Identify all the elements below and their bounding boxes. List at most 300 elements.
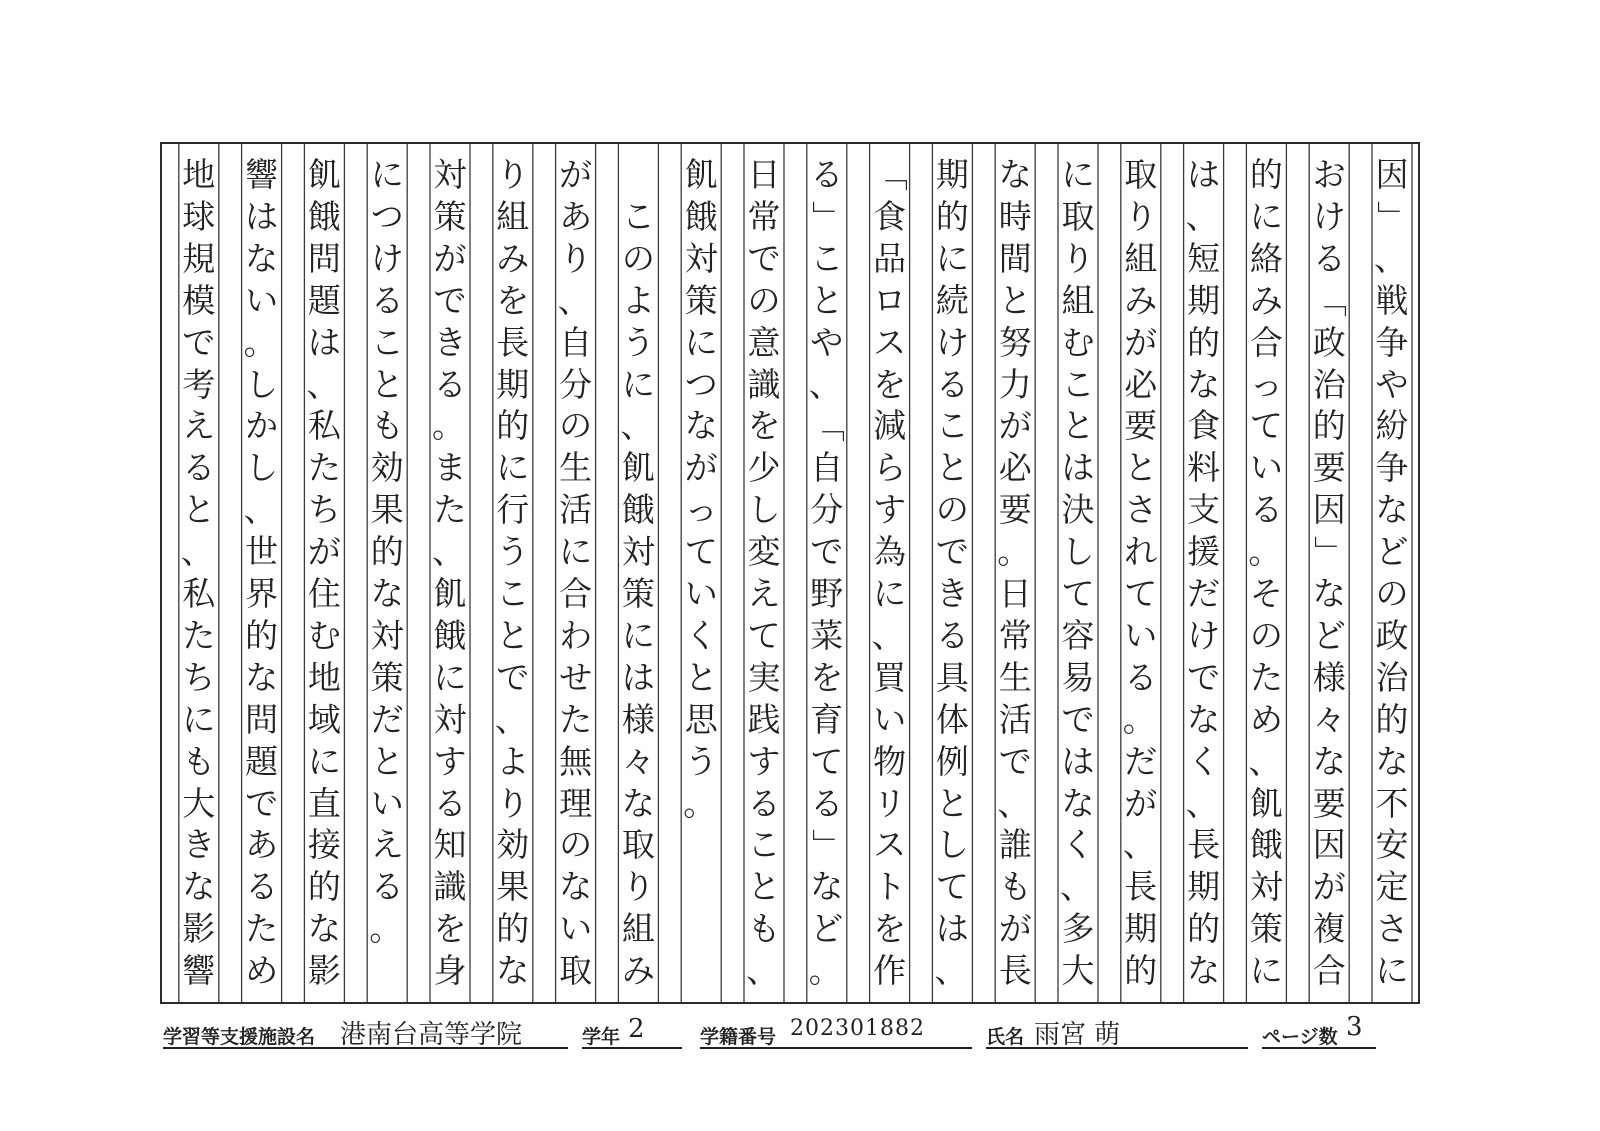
manuscript-char: 。	[683, 783, 717, 823]
manuscript-char: 。	[432, 406, 465, 446]
manuscript-char: 期	[935, 155, 969, 194]
manuscript-char: 」	[807, 828, 847, 862]
manuscript-char: が	[1312, 867, 1346, 907]
name-value: 雨宮 萌	[1034, 1020, 1121, 1050]
manuscript-char: る	[935, 615, 969, 655]
manuscript-char: な	[1187, 951, 1221, 991]
manuscript-char: に	[496, 448, 530, 488]
manuscript-char: り	[496, 783, 530, 823]
manuscript-char: け	[1187, 615, 1221, 655]
manuscript-char: が	[307, 532, 341, 572]
manuscript-char: し	[245, 448, 279, 488]
manuscript-char: る	[433, 364, 467, 404]
manuscript-char: ど	[1312, 615, 1346, 655]
manuscript-char: そ	[1249, 574, 1283, 613]
manuscript-char: も	[998, 867, 1032, 907]
manuscript-char: す	[747, 741, 781, 781]
manuscript-char: を	[496, 280, 530, 320]
manuscript-char: 球	[182, 196, 216, 236]
manuscript-char: る	[433, 783, 467, 823]
manuscript-char: 私	[307, 406, 341, 446]
manuscript-char: 知	[433, 825, 467, 865]
manuscript-char: 野	[810, 574, 844, 613]
manuscript-char: 果	[496, 867, 530, 907]
manuscript-char: た	[182, 615, 216, 655]
manuscript-char: と	[1061, 406, 1095, 446]
manuscript-char: 不	[1375, 783, 1409, 823]
manuscript-char: 的	[496, 909, 530, 949]
manuscript-char: む	[1061, 322, 1095, 362]
manuscript-char: 取	[1061, 196, 1095, 236]
manuscript-char: 容	[1061, 615, 1095, 655]
manuscript-char: 、	[1185, 196, 1219, 236]
manuscript-char: の	[1249, 615, 1283, 655]
manuscript-char: 援	[1187, 532, 1221, 572]
manuscript-char: を	[873, 909, 907, 949]
manuscript-char: 争	[1375, 448, 1409, 488]
manuscript-char: 題	[307, 280, 341, 320]
manuscript-char: る	[1249, 490, 1283, 530]
manuscript-char: す	[873, 490, 907, 530]
manuscript-char: 、	[1060, 867, 1093, 907]
manuscript-char: 食	[873, 196, 907, 236]
manuscript-char: 菜	[810, 615, 844, 655]
manuscript-char: 易	[1061, 657, 1095, 697]
manuscript-char: り	[559, 238, 593, 278]
manuscript-char: 期	[1187, 867, 1221, 907]
manuscript-char: と	[496, 615, 530, 655]
manuscript-char: え	[182, 406, 216, 446]
manuscript-char: 的	[370, 532, 404, 572]
manuscript-char: け	[370, 238, 404, 278]
name-underline	[986, 1047, 1248, 1049]
manuscript-char: る	[182, 448, 216, 488]
manuscript-char: ど	[810, 909, 844, 949]
manuscript-char: や	[1375, 364, 1409, 404]
manuscript-char: 地	[182, 155, 216, 194]
manuscript-char: 理	[559, 783, 593, 823]
manuscript-char: 定	[1375, 867, 1409, 907]
manuscript-char: リ	[873, 783, 907, 823]
manuscript-char: 支	[1187, 490, 1221, 530]
manuscript-char: に	[559, 532, 593, 572]
manuscript-char: 必	[1124, 364, 1158, 404]
manuscript-char: 要	[1312, 448, 1346, 488]
manuscript-char: 長	[998, 951, 1032, 991]
manuscript-char: こ	[496, 574, 530, 613]
manuscript-char: で	[935, 532, 969, 572]
manuscript-char: 多	[1061, 909, 1095, 949]
manuscript-char: 餓	[621, 490, 655, 530]
manuscript-char: 大	[1061, 951, 1095, 991]
manuscript-char: い	[370, 783, 404, 823]
manuscript-char: み	[1249, 280, 1283, 320]
manuscript-char: 具	[935, 657, 969, 697]
manuscript-char: 少	[747, 448, 781, 488]
manuscript-char: ち	[182, 657, 216, 697]
manuscript-char: 組	[1061, 280, 1095, 320]
manuscript-char: 的	[1312, 406, 1346, 446]
grade-label: 学年	[582, 1026, 621, 1048]
manuscript-char: て	[684, 532, 718, 572]
manuscript-char: 、	[243, 490, 277, 530]
manuscript-char: く	[684, 615, 718, 655]
manuscript-char: な	[1375, 490, 1409, 530]
manuscript-char: き	[433, 322, 467, 362]
manuscript-char: 減	[873, 406, 907, 446]
manuscript-char: 活	[559, 490, 593, 530]
manuscript-char: 、	[432, 532, 465, 572]
manuscript-char: 的	[496, 406, 530, 446]
manuscript-char: り	[1124, 196, 1158, 236]
manuscript-char: つ	[370, 196, 404, 236]
manuscript-char: ス	[873, 825, 907, 865]
manuscript-char: 間	[998, 238, 1032, 278]
manuscript-char: 。	[1122, 699, 1156, 739]
manuscript-char: 戦	[1375, 280, 1409, 320]
manuscript-char: は	[935, 909, 969, 949]
manuscript-char: て	[747, 615, 781, 655]
manuscript-char: い	[1124, 615, 1158, 655]
manuscript-char: 意	[747, 322, 781, 362]
manuscript-char: が	[559, 155, 593, 194]
manuscript-char: る	[1312, 238, 1346, 278]
manuscript-char: を	[433, 909, 467, 949]
manuscript-char: 飢	[1249, 783, 1283, 823]
manuscript-char: っ	[1249, 364, 1283, 404]
manuscript-char: 努	[998, 322, 1032, 362]
manuscript-char: う	[684, 741, 718, 781]
manuscript-char: け	[935, 322, 969, 362]
manuscript-char: い	[1249, 448, 1283, 488]
manuscript-char: 対	[370, 615, 404, 655]
manuscript-char: た	[307, 448, 341, 488]
manuscript-char: 続	[935, 280, 969, 320]
manuscript-char: な	[684, 406, 718, 446]
manuscript-char: 餓	[1249, 825, 1283, 865]
manuscript-char: 争	[1375, 322, 1409, 362]
manuscript-char: 策	[370, 657, 404, 697]
manuscript-char: 識	[433, 867, 467, 907]
name-label: 氏名	[986, 1026, 1025, 1048]
manuscript-char: も	[370, 406, 404, 446]
manuscript-char: 物	[873, 741, 907, 781]
manuscript-char: に	[621, 615, 655, 655]
manuscript-char: 政	[1375, 615, 1409, 655]
manuscript-char: 」	[807, 200, 847, 234]
manuscript-char: す	[433, 741, 467, 781]
manuscript-char: 餓	[433, 615, 467, 655]
manuscript-char: え	[370, 825, 404, 865]
manuscript-char: な	[1312, 741, 1346, 781]
manuscript-char: 策	[621, 574, 655, 613]
manuscript-char	[619, 154, 657, 196]
manuscript-char: こ	[1061, 364, 1095, 404]
manuscript-char: 長	[496, 322, 530, 362]
manuscript-char: も	[182, 741, 216, 781]
manuscript-char: な	[496, 951, 530, 991]
manuscript-char: き	[182, 825, 216, 865]
manuscript-char: 界	[245, 574, 279, 613]
manuscript-char: る	[810, 155, 844, 194]
manuscript-char: さ	[1375, 909, 1409, 949]
manuscript-char: 合	[1249, 322, 1283, 362]
manuscript-char: て	[1061, 574, 1095, 613]
manuscript-char: 世	[245, 532, 279, 572]
manuscript-char: り	[621, 867, 655, 907]
manuscript-char: 効	[496, 825, 530, 865]
manuscript-char: と	[998, 280, 1032, 320]
manuscript-char: 、	[1122, 825, 1156, 865]
manuscript-char: し	[1061, 532, 1095, 572]
manuscript-char: 響	[182, 951, 216, 991]
manuscript-char: 日	[747, 155, 781, 194]
manuscript-char: 為	[873, 532, 907, 572]
manuscript-char: 分	[559, 364, 593, 404]
manuscript-char: こ	[810, 238, 844, 278]
manuscript-char: 無	[559, 741, 593, 781]
manuscript-char: こ	[747, 825, 781, 865]
manuscript-char: 的	[1187, 322, 1221, 362]
manuscript-char: え	[747, 574, 781, 613]
page-count-value: 3	[1346, 1012, 1363, 1042]
manuscript-char: は	[245, 196, 279, 236]
manuscript-char: 対	[1249, 867, 1283, 907]
manuscript-char: は	[1061, 741, 1095, 781]
manuscript-char: 、	[934, 951, 968, 991]
manuscript-char: な	[182, 867, 216, 907]
manuscript-char: 因	[1312, 490, 1346, 530]
manuscript-char: 絡	[1249, 238, 1283, 278]
manuscript-char: 響	[245, 155, 279, 194]
page-count-label: ページ数	[1262, 1026, 1338, 1048]
manuscript-char: 活	[998, 699, 1032, 739]
manuscript-char: み	[621, 951, 655, 991]
manuscript-char: あ	[559, 196, 593, 236]
manuscript-char: 合	[1312, 951, 1346, 991]
manuscript-char: 問	[307, 238, 341, 278]
manuscript-char: 取	[559, 951, 593, 991]
manuscript-char: あ	[245, 825, 279, 865]
manuscript-char: 問	[245, 699, 279, 739]
manuscript-char: と	[935, 783, 969, 823]
manuscript-char: が	[1124, 783, 1158, 823]
manuscript-char: も	[747, 909, 781, 949]
manuscript-char: こ	[621, 196, 655, 236]
manuscript-char: よ	[496, 741, 530, 781]
manuscript-char: き	[935, 574, 969, 613]
manuscript-char: 組	[496, 196, 530, 236]
manuscript-char: と	[370, 741, 404, 781]
manuscript-char: 治	[1312, 364, 1346, 404]
facility-label: 学習等支援施設名	[163, 1026, 316, 1048]
manuscript-char: お	[1312, 155, 1346, 194]
student-id-label: 学籍番号	[700, 1026, 777, 1048]
manuscript-char: 期	[496, 364, 530, 404]
manuscript-char: 自	[559, 322, 593, 362]
manuscript-char: 、	[180, 532, 214, 572]
manuscript-char: で	[998, 741, 1032, 781]
manuscript-char: 的	[1375, 699, 1409, 739]
manuscript-char: 取	[621, 825, 655, 865]
manuscript-char: 、	[620, 406, 654, 446]
manuscript-char: を	[747, 406, 781, 446]
manuscript-char: で	[496, 657, 530, 697]
manuscript-char: 飢	[433, 574, 467, 613]
manuscript-char: 要	[1312, 783, 1346, 823]
manuscript-char: に	[182, 699, 216, 739]
manuscript-char: 、	[997, 783, 1031, 823]
manuscript-char: 力	[998, 364, 1032, 404]
manuscript-char: 策	[433, 196, 467, 236]
manuscript-char: 規	[182, 238, 216, 278]
manuscript-char: と	[810, 280, 844, 320]
manuscript-char: こ	[935, 406, 969, 446]
manuscript-char: 合	[559, 574, 593, 613]
manuscript-char: 、	[1185, 783, 1219, 823]
manuscript-char: み	[1124, 280, 1158, 320]
manuscript-char: 題	[245, 741, 279, 781]
manuscript-char: 域	[307, 699, 341, 739]
manuscript-char: 分	[810, 490, 844, 530]
manuscript-char: い	[873, 699, 907, 739]
manuscript-char: が	[998, 909, 1032, 949]
manuscript-char: で	[245, 783, 279, 823]
manuscript-char: ち	[307, 490, 341, 530]
manuscript-char: 地	[307, 657, 341, 697]
manuscript-char: 接	[307, 825, 341, 865]
manuscript-char: 」	[1372, 200, 1412, 234]
manuscript-char: た	[1249, 657, 1283, 697]
manuscript-char: 「	[807, 409, 847, 443]
manuscript-char: 対	[433, 699, 467, 739]
manuscript-char: た	[433, 490, 467, 530]
manuscript-char: 料	[1187, 448, 1221, 488]
manuscript-char: な	[1187, 699, 1221, 739]
manuscript-char: な	[1061, 783, 1095, 823]
manuscript-char: に	[1061, 155, 1095, 194]
manuscript-char: で	[1187, 657, 1221, 697]
manuscript-char: け	[1312, 196, 1346, 236]
manuscript-char: 的	[1187, 909, 1221, 949]
manuscript-char: 作	[873, 951, 907, 991]
manuscript-char: て	[1124, 574, 1158, 613]
manuscript-char: う	[496, 532, 530, 572]
manuscript-char: 要	[998, 490, 1032, 530]
manuscript-char: で	[810, 532, 844, 572]
manuscript-char: 私	[182, 574, 216, 613]
manuscript-char: に	[621, 364, 655, 404]
manuscript-char: か	[245, 406, 279, 446]
manuscript-char: み	[496, 238, 530, 278]
manuscript-char: わ	[559, 615, 593, 655]
grid-lines	[162, 144, 1422, 1006]
manuscript-char: な	[1187, 364, 1221, 404]
manuscript-char: の	[621, 238, 655, 278]
manuscript-char: た	[559, 699, 593, 739]
manuscript-char: に	[873, 574, 907, 613]
manuscript-char: 々	[621, 741, 655, 781]
manuscript-char: 品	[873, 238, 907, 278]
manuscript-char: 、	[557, 280, 591, 320]
manuscript-char: 行	[496, 490, 530, 530]
student-id-underline	[700, 1047, 972, 1049]
manuscript-char: ロ	[873, 280, 907, 320]
manuscript-char: 考	[182, 364, 216, 404]
manuscript-char: 期	[1187, 280, 1221, 320]
manuscript-char: で	[182, 322, 216, 362]
manuscript-char: の	[747, 280, 781, 320]
manuscript-char: 策	[684, 280, 718, 320]
manuscript-char: 身	[433, 951, 467, 991]
manuscript-char: 複	[1312, 909, 1346, 949]
manuscript-char: 、	[494, 699, 528, 739]
manuscript-char: な	[998, 155, 1032, 194]
manuscript-char: に	[433, 657, 467, 697]
manuscript-char: 取	[1124, 155, 1158, 194]
manuscript-char: 要	[1124, 406, 1158, 446]
manuscript-char: る	[370, 280, 404, 320]
manuscript-char: と	[182, 490, 216, 530]
page-count-underline	[1262, 1047, 1376, 1049]
manuscript-char: に	[1249, 951, 1283, 991]
manuscript-char: め	[1249, 699, 1283, 739]
manuscript-char: に	[935, 238, 969, 278]
manuscript-char: い	[684, 574, 718, 613]
manuscript-char: は	[1187, 155, 1221, 194]
manuscript-char: 紛	[1375, 406, 1409, 446]
manuscript-char: 誰	[998, 825, 1032, 865]
manuscript-char: 因	[1312, 825, 1346, 865]
manuscript-char: 、	[1248, 741, 1282, 781]
manuscript-char: 様	[1312, 657, 1346, 697]
manuscript-char: 対	[621, 532, 655, 572]
manuscript-char: 、	[808, 364, 842, 404]
manuscript-char: ま	[433, 448, 467, 488]
manuscript-char: よ	[621, 280, 655, 320]
manuscript-char: 治	[1375, 657, 1409, 697]
manuscript-char: 常	[747, 196, 781, 236]
manuscript-char: る	[370, 867, 404, 907]
manuscript-char: 体	[935, 699, 969, 739]
manuscript-char: は	[307, 322, 341, 362]
manuscript-char: 。	[1248, 532, 1282, 572]
manuscript-char: と	[1124, 448, 1158, 488]
manuscript-char: と	[935, 448, 969, 488]
manuscript-char: 的	[1124, 951, 1158, 991]
manuscript-char: 育	[810, 699, 844, 739]
manuscript-char: 。	[369, 909, 403, 949]
manuscript-char: 長	[1124, 867, 1158, 907]
manuscript-char: る	[935, 364, 969, 404]
manuscript-char: 。	[243, 322, 277, 362]
manuscript-char: 常	[998, 615, 1032, 655]
manuscript-char: に	[307, 741, 341, 781]
manuscript-char: 」	[1310, 535, 1350, 569]
manuscript-char: 組	[621, 909, 655, 949]
manuscript-char: 践	[747, 699, 781, 739]
manuscript-char: 飢	[621, 448, 655, 488]
manuscript-char: 生	[998, 657, 1032, 697]
manuscript-char: く	[1187, 741, 1221, 781]
manuscript-char: な	[245, 238, 279, 278]
manuscript-char: し	[935, 825, 969, 865]
manuscript-char: 効	[370, 448, 404, 488]
manuscript-char: だ	[370, 699, 404, 739]
manuscript-char: な	[1312, 574, 1346, 613]
manuscript-char: や	[810, 322, 844, 362]
manuscript-char: る	[747, 783, 781, 823]
